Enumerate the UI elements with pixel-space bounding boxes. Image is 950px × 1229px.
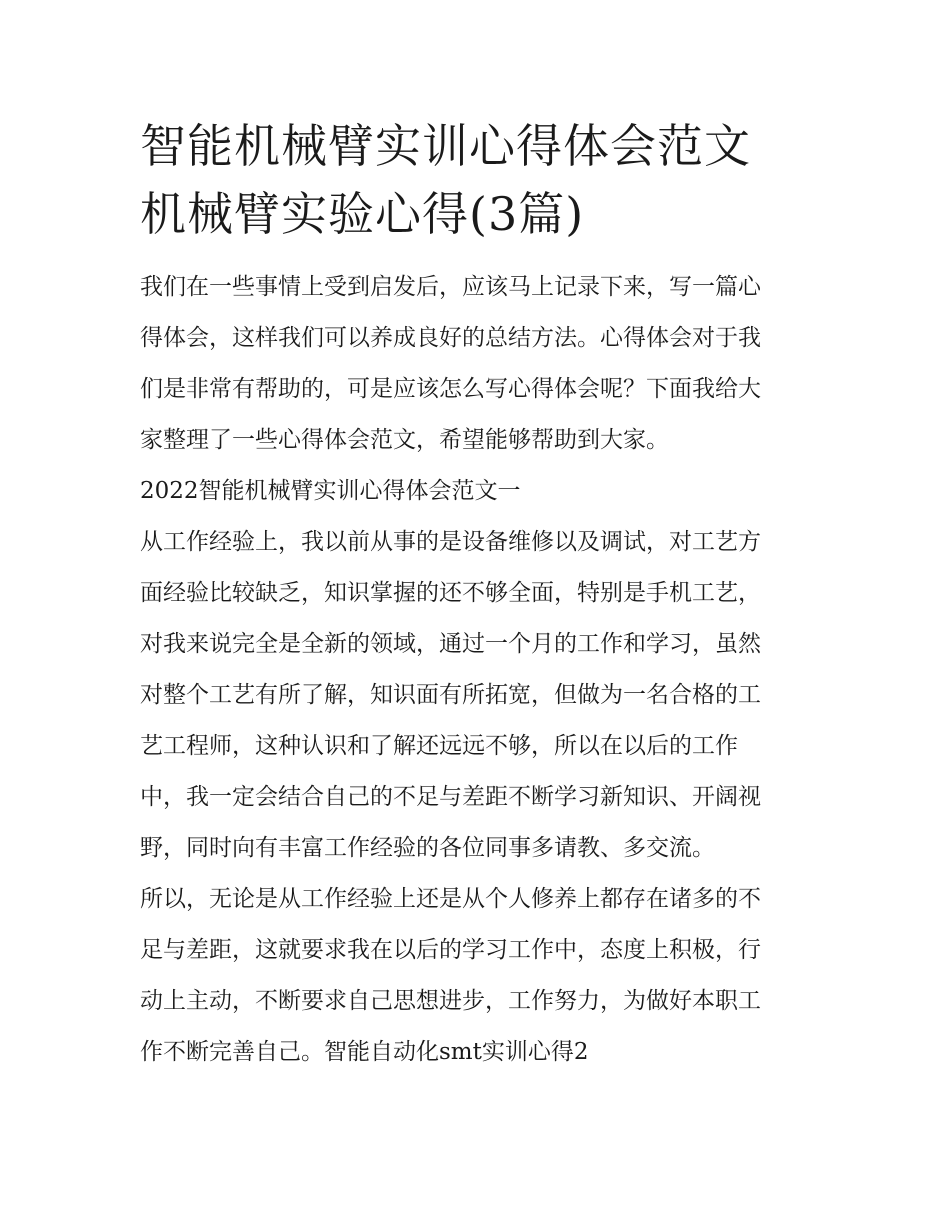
text-line: 对我来说完全是全新的领域，通过一个月的工作和学习，虽然 [140,631,761,657]
text-line: 对整个工艺有所了解，知识面有所拓宽，但做为一名合格的工 [140,682,761,708]
body-paragraph-1 [140,517,815,874]
document-title [140,112,815,248]
title-line: 智能机械臂实训心得体会范文 [140,119,751,173]
text-line: 们是非常有帮助的，可是应该怎么写心得体会呢？下面我给大 [140,376,761,402]
text-line: 野，同时向有丰富工作经验的各位同事多请教、多交流。 [140,835,715,861]
intro-paragraph [140,262,815,466]
text-line: 足与差距，这就要求我在以后的学习工作中，态度上积极，行 [140,937,761,963]
text-line: 家整理了一些心得体会范文，希望能够帮助到大家。 [140,427,669,453]
section-heading: 2022智能机械臂实训心得体会范文一 [140,478,521,504]
title-line: 机械臂实验心得(3篇) [140,187,585,241]
text-line: 艺工程师，这种认识和了解还远远不够，所以在以后的工作 [140,733,738,759]
document-page [140,112,815,1078]
text-line: 面经验比较缺乏，知识掌握的还不够全面，特别是手机工艺， [140,580,761,606]
text-line: 我们在一些事情上受到启发后，应该马上记录下来，写一篇心 [140,274,761,300]
text-line: 得体会，这样我们可以养成良好的总结方法。心得体会对于我 [140,325,761,351]
body-paragraph-2 [140,874,815,1078]
text-line: 从工作经验上，我以前从事的是设备维修以及调试，对工艺方 [140,529,761,555]
text-line: 中，我一定会结合自己的不足与差距不断学习新知识、开阔视 [140,784,761,810]
text-line: 作不断完善自己。智能自动化smt实训心得2 [140,1039,589,1065]
text-line: 所以，无论是从工作经验上还是从个人修养上都存在诸多的不 [140,886,761,912]
text-line: 动上主动，不断要求自己思想进步，工作努力，为做好本职工 [140,988,761,1014]
